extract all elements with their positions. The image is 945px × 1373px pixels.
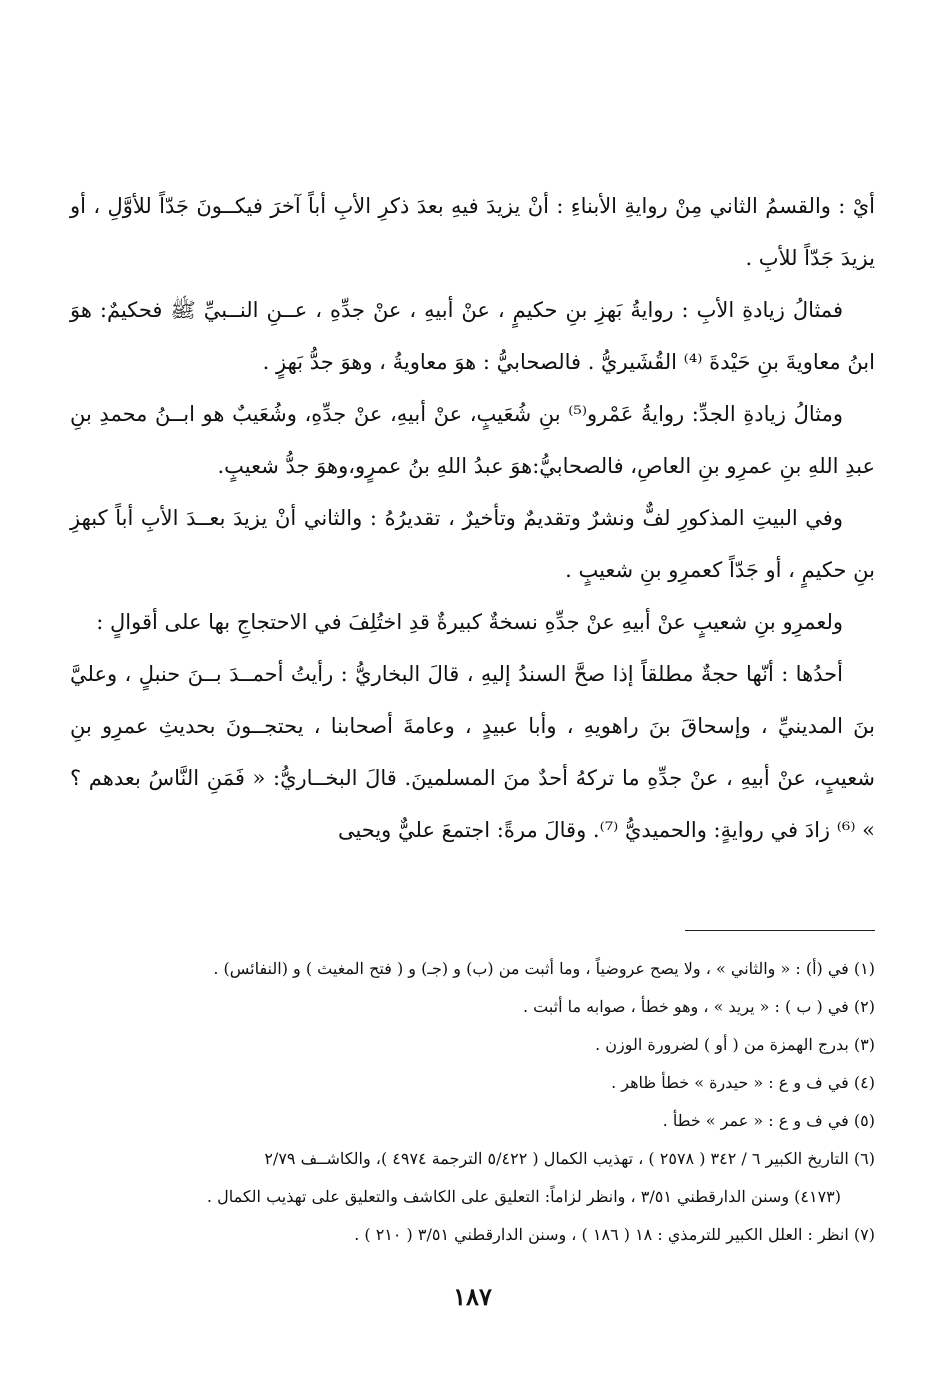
footnote: (٦) التاريخ الكبير ٦ / ٣٤٢ ( ٢٥٧٨ ) ، تهذيب الكمال ( ٥/٤٢٢ الترجمة ٤٩٧٤ )، والكاشــف ٢/٧٩	[264, 1149, 875, 1168]
footnote-continuation: (٤١٧٣) وسنن الدارقطني ٣/٥١ ، وانظر لزاماً: التعليق على الكاشف والتعليق على تهذيب الكمال .	[206, 1187, 841, 1206]
paragraph: فمثالُ زيادةِ الأبِ : روايةُ بَهزِ بنِ حكيمٍ ، عنْ أبيهِ ، عنْ جدِّهِ ، عــنِ النــبيِّ ﷺ فحكيمٌ: هوَ ابنُ معاويةَ بنِ حَيْدةَ ⁽⁴⁾ القُشَيريُّ . فالصحابيُّ : هوَ معاويةُ ، وهوَ جدُّ بَهزٍ .	[70, 298, 875, 374]
footnote: (٣) بدرج الهمزة من ( أو ) لضرورة الوزن .	[595, 1035, 875, 1054]
footnote-divider	[685, 930, 875, 931]
footnote: (٢) في ( ب ) : « يريد » ، وهو خطأ ، صوابه ما أثبت .	[522, 997, 875, 1016]
footnote: (٤) في ف و ع : « حيدرة » خطأ ظاهر .	[611, 1073, 875, 1092]
paragraph: أيْ : والقسمُ الثاني مِنْ روايةِ الأبناءِ : أنْ يزيدَ فيهِ بعدَ ذكرِ الأبِ أباً آخرَ فيكــونَ جَدّاً للأوَّلِ ، أو يزيدَ جَدّاً للأبِ .	[70, 194, 875, 270]
footnote: (١) في (أ) : « والثاني » ، ولا يصح عروضياً ، وما أثبت من (ب) و (جـ) و ( فتح المغيث ) و (النفائس) .	[213, 959, 875, 978]
footnote: (٧) انظر : العلل الكبير للترمذي : ١٨ ( ١٨٦ ) ، وسنن الدارقطني ٣/٥١ ( ٢١٠ ) .	[354, 1225, 875, 1244]
footnote: (٥) في ف و ع : « عمر » خطأ .	[662, 1111, 875, 1130]
paragraph: وفي البيتِ المذكورِ لفٌّ ونشرٌ وتقديمٌ وتأخيرٌ ، تقديرُهُ : والثاني أنْ يزيدَ بعــدَ الأبِ أباً كبهزِ بنِ حكيمٍ ، أو جَدّاً كعمرِو بنِ شعيبٍ .	[70, 506, 875, 582]
paragraph: ومثالُ زيادةِ الجدِّ: روايةُ عَمْرو⁽⁵⁾ بنِ شُعَيبٍ، عنْ أبيهِ، عنْ جدِّهِ، وشُعَيبٌ هو ابــنُ محمدِ بنِ عبدِ اللهِ بنِ عمرِو بنِ العاصِ، فالصحابيُّ:هوَ عبدُ اللهِ بنُ عمرٍو،وهوَ جدُّ شعيبٍ.	[70, 402, 875, 478]
commentary-body	[70, 180, 875, 856]
footnotes	[70, 950, 875, 1254]
page-number: ١٨٧	[453, 1282, 492, 1311]
paragraph: ولعمرِو بنِ شعيبٍ عنْ أبيهِ عنْ جدِّهِ نسخةٌ كبيرةٌ قدِ اختُلِفَ في الاحتجاجِ بها على أقوالٍ :	[96, 610, 843, 634]
paragraph: أحدُها : أنّها حجةٌ مطلقاً إذا صحَّ السندُ إليهِ ، قالَ البخاريُّ : رأيتُ أحمــدَ بــنَ حنبلٍ ، وعليَّ بنَ المدينيِّ ، وإسحاقَ بنَ راهويهِ ، وأبا عبيدٍ ، وعامةَ أصحابنا ، يحتجــونَ بحديثِ عمرِو بنِ شعيبٍ، عنْ أبيهِ ، عنْ جدِّهِ ما تركهُ أحدٌ منَ المسلمينَ. قالَ البخــاريُّ: « فَمَنِ النَّاسُ بعدهم ؟ » ⁽⁶⁾ زادَ في روايةٍ: والحميديُّ ⁽⁷⁾. وقالَ مرةً: اجتمعَ عليٌّ ويحيى	[70, 662, 875, 842]
